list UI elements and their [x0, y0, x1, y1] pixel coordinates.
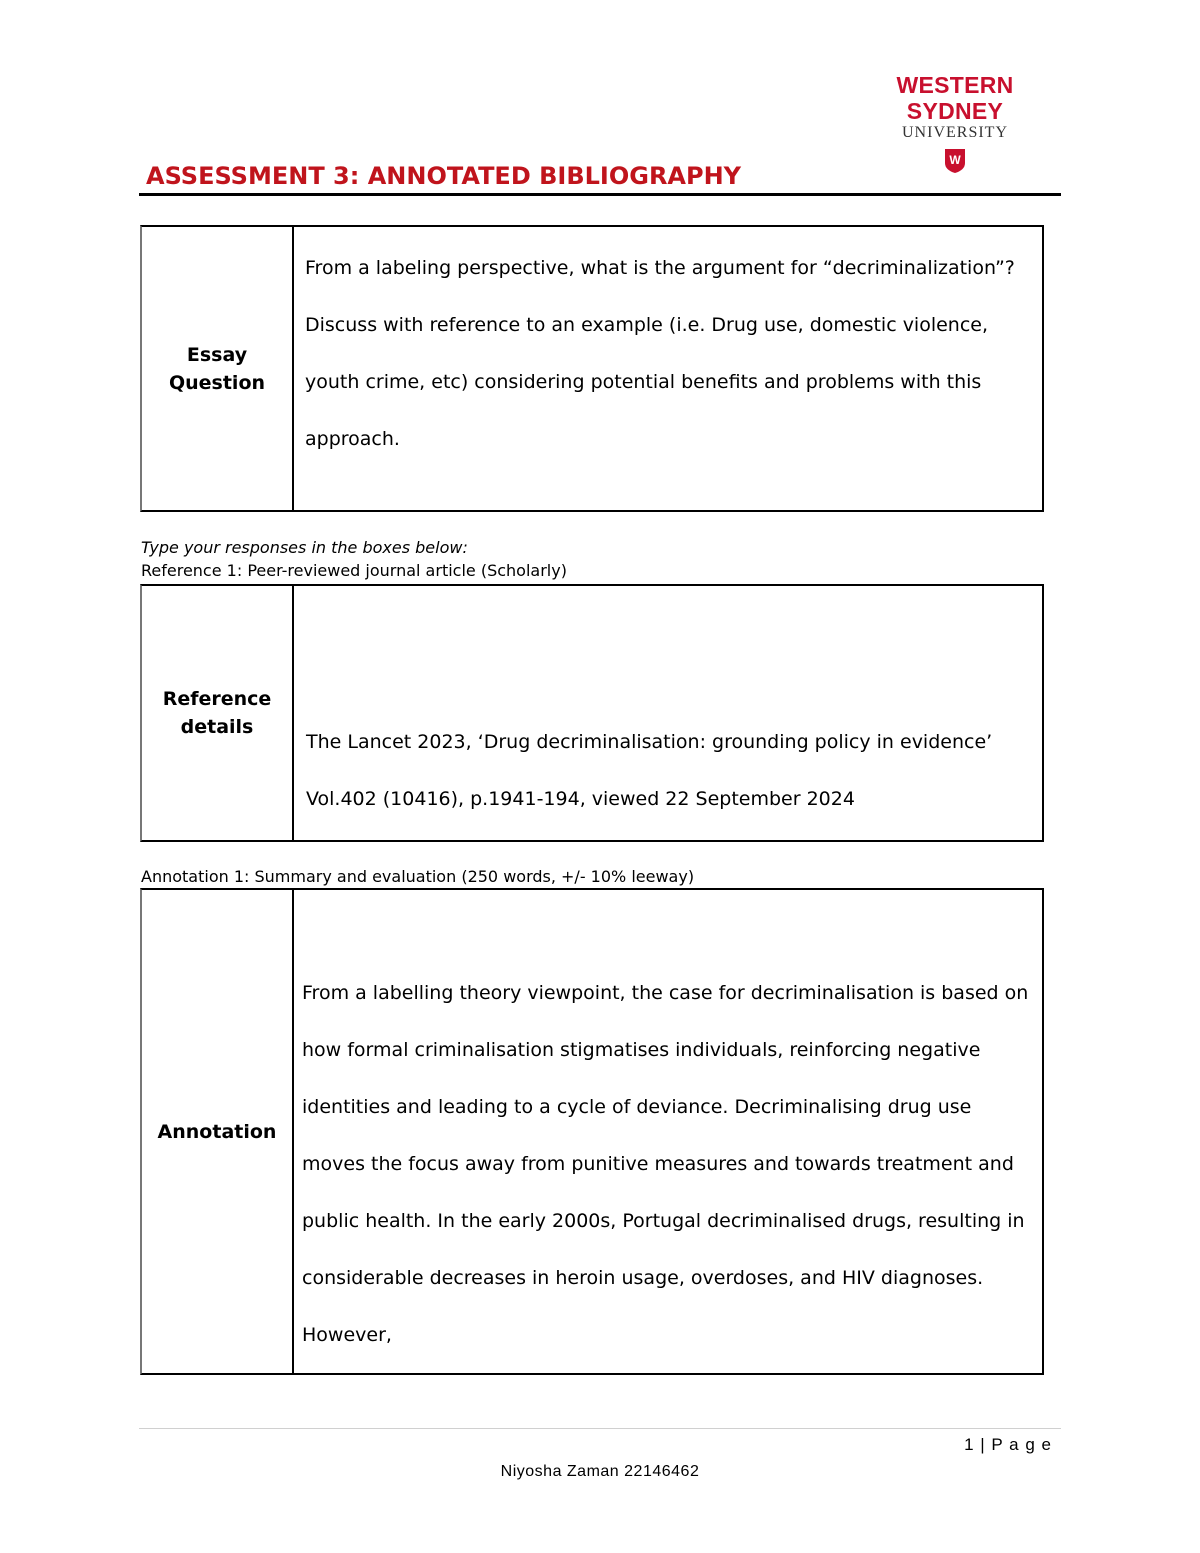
- university-logo: [850, 72, 1060, 174]
- shield-logo-icon: [944, 148, 966, 174]
- reference-table: [140, 584, 1044, 842]
- page-number: 1 | P a g e: [964, 1435, 1052, 1454]
- footer-divider: [139, 1428, 1061, 1429]
- logo-subtitle: UNIVERSITY: [902, 124, 1008, 141]
- reference-heading: Reference 1: Peer-reviewed journal article (Scholarly): [141, 561, 567, 580]
- annotation-table: [140, 888, 1044, 1375]
- instruction-text: Type your responses in the boxes below:: [141, 538, 468, 557]
- annotation-text[interactable]: From a labelling theory viewpoint, the case for decriminalisation is based on how formal criminalisation stigmatises individuals, reinforcing negative identities and leading to a cycle of deviance. Decriminalising drug use moves the focus away from punitive measures and towards treatment and public health. In the early 2000s, Portugal decriminalised drugs, resulting in considerable decreases in heroin usage, overdoses, and HIV diagnoses. However,: [302, 982, 1029, 1346]
- essay-question-text: From a labeling perspective, what is the argument for “decriminalization”? Discuss with reference to an example (i.e. Drug use, domestic violence, youth crime, etc) considering potential benefits and problems with this approach.: [305, 257, 1015, 450]
- footer-author: Niyosha Zaman 22146462: [500, 1463, 700, 1480]
- reference-details-text[interactable]: The Lancet 2023, ‘Drug decriminalisation: grounding policy in evidence’ Vol.402 (10416), p.1941-194, viewed 22 September 2024: [306, 731, 993, 810]
- annotation-label: Annotation: [142, 890, 294, 1373]
- page-title: ASSESSMENT 3: ANNOTATED BIBLIOGRAPHY: [146, 162, 742, 190]
- essay-question-table: [140, 225, 1044, 512]
- svg-text:W: W: [949, 153, 961, 167]
- title-divider: [139, 193, 1061, 196]
- reference-details-label: Reference details: [142, 586, 294, 840]
- essay-question-label: Essay Question: [142, 227, 294, 510]
- annotation-heading: Annotation 1: Summary and evaluation (250 words, +/- 10% leeway): [141, 867, 695, 886]
- logo-wordmark: WESTERN SYDNEY: [896, 72, 1014, 124]
